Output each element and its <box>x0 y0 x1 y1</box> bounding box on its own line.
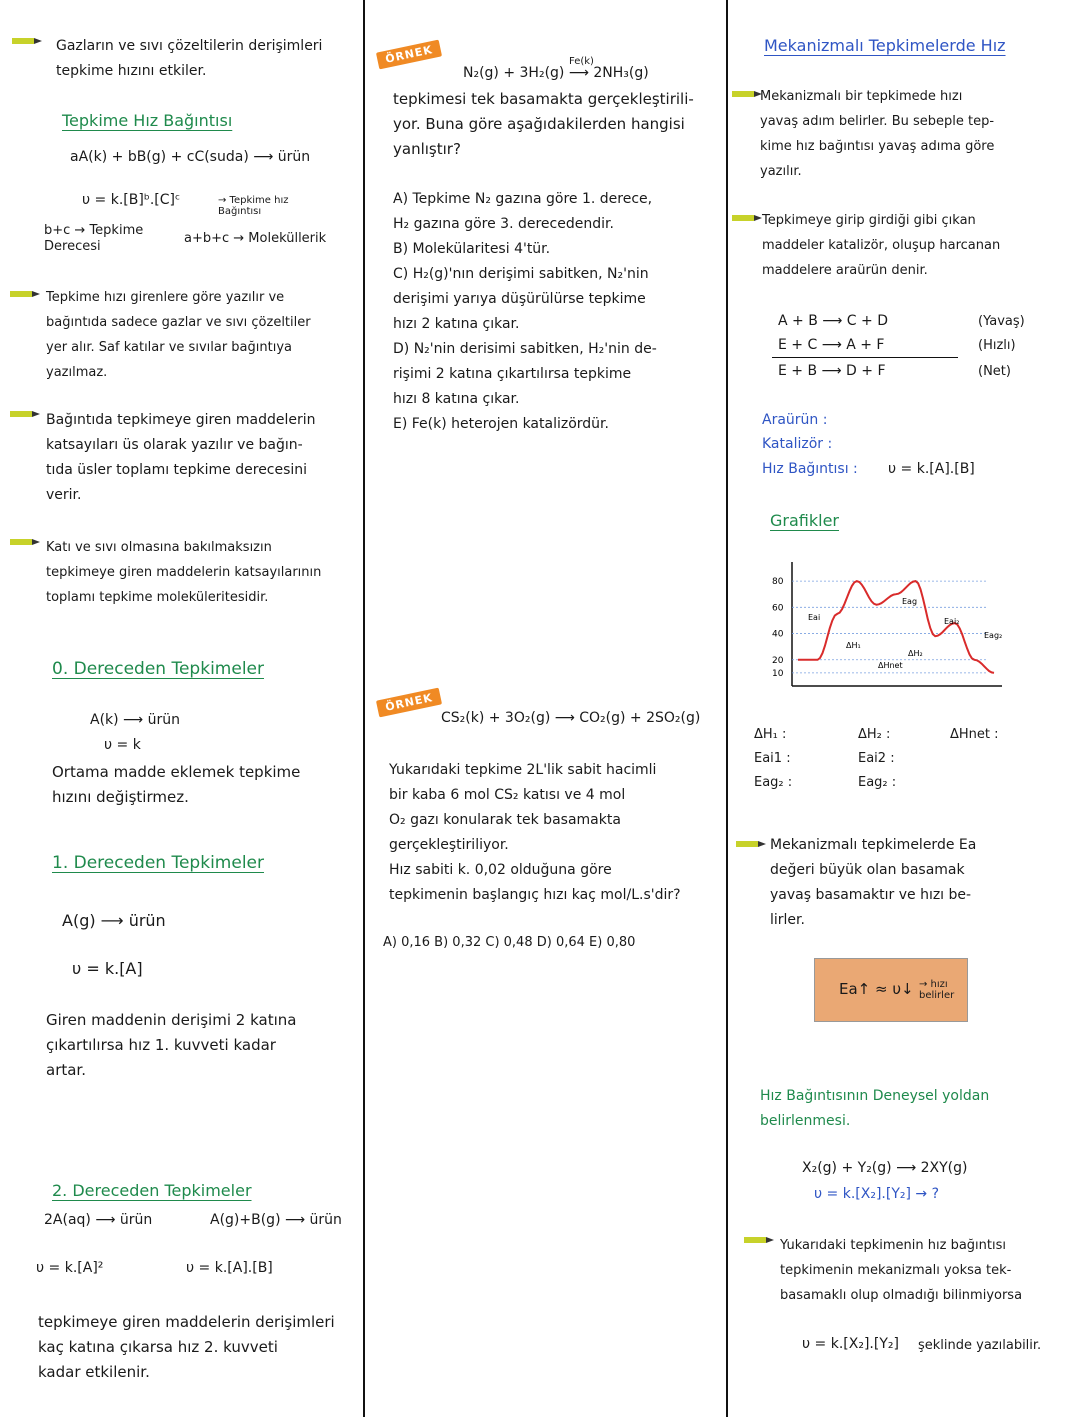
intermediate-label: Araürün : <box>762 412 828 428</box>
energy-profile-chart <box>752 558 1012 698</box>
annotation-dh2: ΔH₂ <box>908 649 923 658</box>
example1-options: A) Tepkime N₂ gazına göre 1. derece, H₂ gazına göre 3. derecedendir. B) Molekülaritesi 4'tür. C) H₂(g)'nın derişimi sabitken, N₂'nin derişimi yarıya düşürülürse tepkime hızı 2 katına çıkar. D) N₂'nin derisimi sabitken, H₂'nin de- rişimi 2 katına çıkartılırsa tepkime hızı 8 katına çıkar. E) Fe(k) heterojen katalizördür. <box>393 191 657 432</box>
second-order-rate-1: υ = k.[A]² <box>36 1260 104 1276</box>
annotation-dh1: ΔH₁ <box>846 641 861 650</box>
pencil-icon <box>10 538 40 546</box>
final-rate-formula: υ = k.[X₂].[Y₂] <box>802 1336 899 1352</box>
annotation-eai2: Eai₂ <box>944 617 960 626</box>
ea-highlight-box <box>814 958 968 1022</box>
note-exponents: Bağıntıda tepkimeye giren maddelerin katsayıları üs olarak yazılır ve bağın- tıda üsler toplamı tepkime derecesini verir. <box>46 412 316 503</box>
annotation-eag: Eag <box>902 597 918 606</box>
y-tick-label: 10 <box>772 668 784 679</box>
example-badge: ÖRNEK <box>376 688 442 718</box>
mechanism-note-slow-step: Mekanizmalı bir tepkimede hızı yavaş adım belirler. Bu sebeple tep- kime hız bağıntısı yavaş adıma göre yazılır. <box>760 89 995 179</box>
zero-order-text: Ortama madde eklemek tepkime hızını değiştirmez. <box>52 763 301 806</box>
pencil-icon <box>744 1236 774 1244</box>
ea-box-text: Ea↑ ≈ υ↓ <box>839 980 914 998</box>
first-order-equation: A(g) ⟶ ürün <box>62 911 166 930</box>
final-rate-suffix: şeklinde yazılabilir. <box>918 1338 1042 1353</box>
mechanism-step-1-label: (Yavaş) <box>978 314 1025 329</box>
example1-question: tepkimesi tek basamakta gerçekleştirili- yor. Buna göre aşağıdakilerden hangisi yanlıştır? <box>393 90 694 158</box>
experimental-note: Yukarıdaki tepkimenin hız bağıntısı tepkimenin mekanizmalı yoksa tek- basamaklı olup olmadığı bilinmiyorsa <box>780 1238 1023 1303</box>
pencil-icon <box>736 840 766 848</box>
mechanism-title: Mekanizmalı Tepkimelerde Hız <box>764 36 1006 55</box>
second-order-equation-1: 2A(aq) ⟶ ürün <box>44 1212 153 1228</box>
experimental-title: Hız Bağıntısının Deneysel yoldan belirlenmesi. <box>760 1088 990 1129</box>
column-right <box>728 0 1080 1417</box>
y-tick-label: 20 <box>772 655 784 666</box>
pencil-icon <box>732 90 762 98</box>
example-badge: ÖRNEK <box>376 40 442 70</box>
mechanism-net-label: (Net) <box>978 364 1011 379</box>
zero-order-title: 0. Dereceden Tepkimeler <box>52 659 264 679</box>
question-eai2: Eai2 : <box>858 751 895 766</box>
example1-equation: N₂(g) + 3H₂(g) ⟶ 2NH₃(g) <box>463 65 649 81</box>
question-dh2: ΔH₂ : <box>858 727 891 742</box>
intro-text: Gazların ve sıvı çözeltilerin derişimleri tepkime hızını etkiler. <box>56 38 323 79</box>
example2-options: A) 0,16 B) 0,32 C) 0,48 D) 0,64 E) 0,80 <box>383 935 636 950</box>
second-order-title: 2. Dereceden Tepkimeler <box>52 1181 252 1200</box>
annotation-eai: Eai <box>808 613 821 622</box>
example2-question: Yukarıdaki tepkime 2L'lik sabit hacimli bir kaba 6 mol CS₂ katısı ve 4 mol O₂ gazı konularak tek basamakta gerçekleştiriliyor. Hız sabiti k. 0,02 olduğuna göre tepkimenin başlangıç hızı kaç mol/L.s'dir? <box>389 762 681 903</box>
rate-law-equation: aA(k) + bB(g) + cC(suda) ⟶ ürün <box>70 149 311 165</box>
pencil-icon <box>10 410 40 418</box>
second-order-text: tepkimeye giren maddelerin derişimleri kaç katına çıkarsa hız 2. kuvveti kadar etkilenir. <box>38 1313 335 1381</box>
rate-law-formula: υ = k.[B]ᵇ.[C]ᶜ <box>82 192 181 208</box>
sum-line <box>772 357 958 358</box>
note-molecularity: Katı ve sıvı olmasına bakılmaksızın tepkimeye giren maddelerin katsayılarının toplamı tepkime moleküleritesidir. <box>46 540 322 605</box>
y-tick-label: 60 <box>772 603 784 614</box>
experimental-rate: υ = k.[X₂].[Y₂] → ? <box>814 1186 940 1202</box>
first-order-title: 1. Dereceden Tepkimeler <box>52 853 264 873</box>
energy-curve <box>798 581 994 673</box>
column-middle <box>365 0 726 1417</box>
y-tick-label: 80 <box>772 577 784 588</box>
rate-label: Hız Bağıntısı : <box>762 461 858 477</box>
question-dhnet: ΔHnet : <box>950 727 999 742</box>
example2-equation: CS₂(k) + 3O₂(g) ⟶ CO₂(g) + 2SO₂(g) <box>441 710 701 726</box>
example1-catalyst: Fe(k) <box>569 56 594 67</box>
first-order-text: Giren maddenin derişimi 2 katına çıkartılırsa hız 1. kuvveti kadar artar. <box>46 1011 297 1079</box>
catalyst-label: Katalizör : <box>762 436 833 452</box>
ea-box-sub: → hızı belirler <box>919 979 955 1001</box>
mechanism-note-catalyst: Tepkimeye girip girdiği gibi çıkan maddeler katalizör, oluşup harcanan maddelere araürün denir. <box>762 213 1001 278</box>
zero-order-equation: A(k) ⟶ ürün <box>90 712 180 728</box>
rate-law-title: Tepkime Hız Bağıntısı <box>62 111 233 130</box>
zero-order-rate: υ = k <box>104 737 141 753</box>
order-label: b+c → Tepkime Derecesi <box>44 223 144 254</box>
mechanism-step-1: A + B ⟶ C + D <box>778 313 888 329</box>
mechanism-net: E + B ⟶ D + F <box>778 363 886 379</box>
experimental-equation: X₂(g) + Y₂(g) ⟶ 2XY(g) <box>802 1160 968 1176</box>
column-left <box>0 0 363 1417</box>
second-order-equation-2: A(g)+B(g) ⟶ ürün <box>210 1212 342 1228</box>
molecularity-label: a+b+c → Moleküllerik <box>184 231 327 246</box>
y-tick-label: 40 <box>772 629 784 640</box>
second-order-rate-2: υ = k.[A].[B] <box>186 1260 273 1276</box>
question-eai1: Eai1 : <box>754 751 791 766</box>
graphs-title: Grafikler <box>770 511 839 530</box>
pencil-icon <box>10 290 40 298</box>
question-eag2-b: Eag₂ : <box>858 775 897 790</box>
mechanism-step-2-label: (Hızlı) <box>978 338 1016 353</box>
note-reactants-only: Tepkime hızı girenlere göre yazılır ve bağıntıda sadece gazlar ve sıvı çözeltiler yer alır. Saf katılar ve sıvılar bağıntıya yazılmaz. <box>46 290 311 380</box>
question-dh1: ΔH₁ : <box>754 727 787 742</box>
annotation-dhnet: ΔHnet <box>878 661 903 670</box>
first-order-rate: υ = k.[A] <box>72 959 143 978</box>
pencil-icon <box>12 37 42 45</box>
mechanism-rate-formula: υ = k.[A].[B] <box>888 461 975 477</box>
mechanism-step-2: E + C ⟶ A + F <box>778 337 885 353</box>
annotation-eag2: Eag₂ <box>984 631 1003 640</box>
mechanism-note-ea: Mekanizmalı tepkimelerde Ea değeri büyük olan basamak yavaş basamaktır ve hızı be- lirler. <box>770 837 977 928</box>
question-eag2: Eag₂ : <box>754 775 793 790</box>
rate-law-arrow-label: → Tepkime hız Bağıntısı <box>218 195 289 217</box>
pencil-icon <box>732 214 762 222</box>
